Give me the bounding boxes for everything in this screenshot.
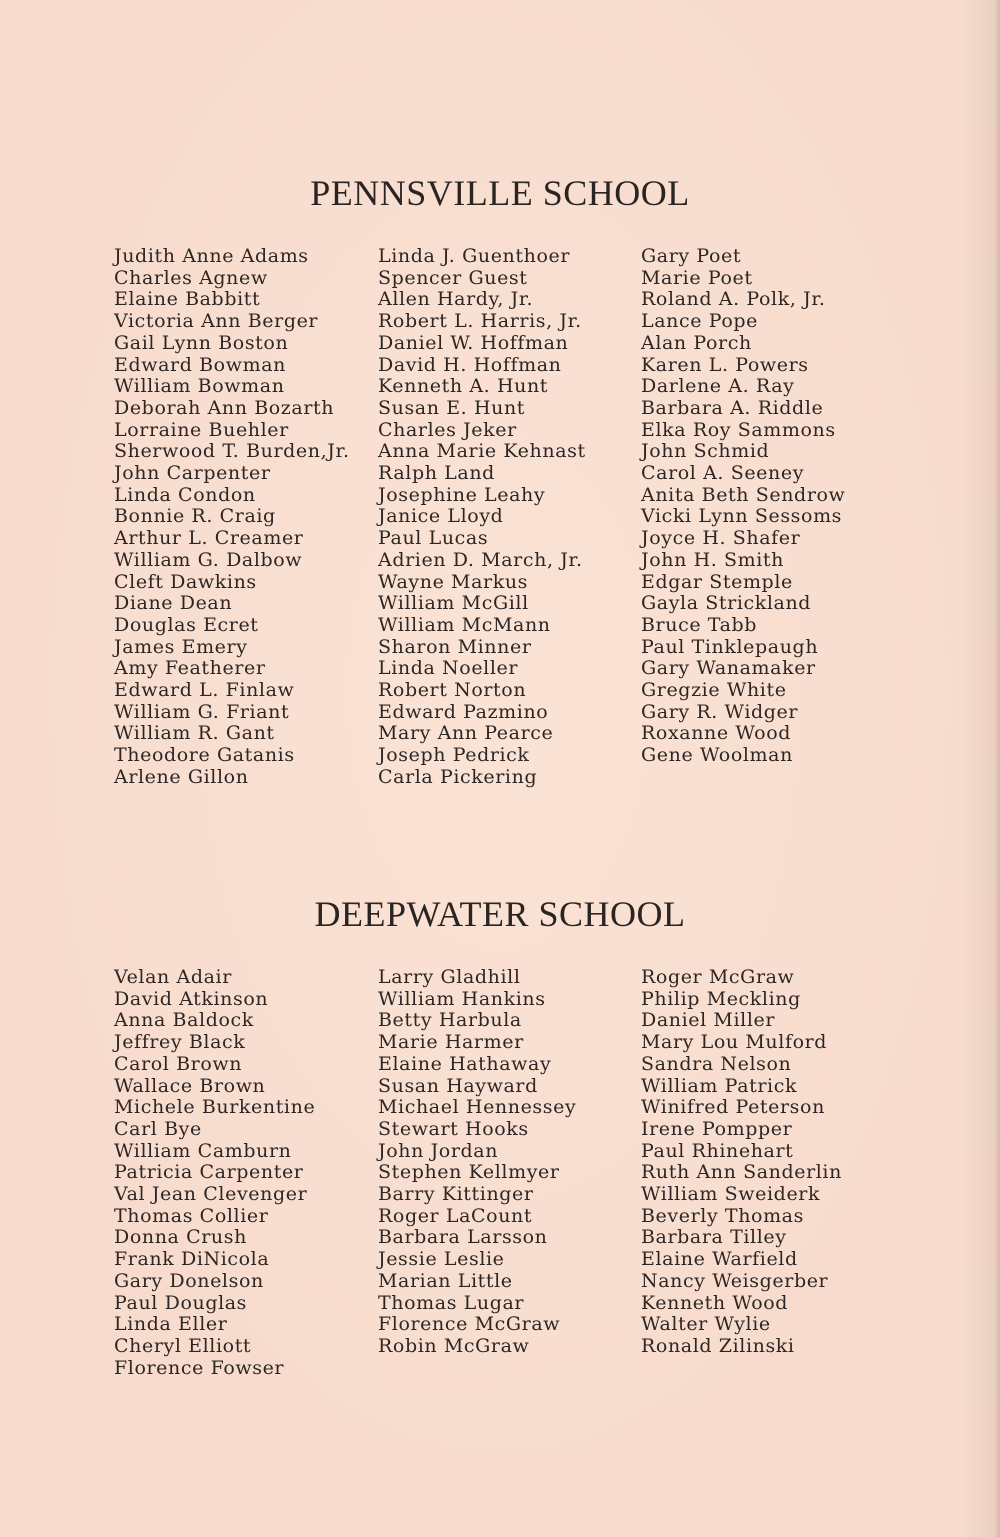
pennsville-school-heading: PENNSVILLE SCHOOL bbox=[310, 173, 690, 213]
student-name: Florence McGraw bbox=[378, 1313, 561, 1336]
student-name: William Sweiderk bbox=[641, 1183, 821, 1206]
student-name: Diane Dean bbox=[114, 592, 233, 615]
student-name: Irene Pompper bbox=[641, 1117, 793, 1140]
student-name: Marie Harmer bbox=[378, 1031, 524, 1054]
student-name: Betty Harbula bbox=[378, 1009, 522, 1032]
student-name: Gary Wanamaker bbox=[641, 657, 816, 680]
student-name: Michael Hennessey bbox=[378, 1096, 577, 1119]
student-name: Roger LaCount bbox=[378, 1204, 533, 1227]
student-name: Deborah Ann Bozarth bbox=[114, 396, 335, 419]
pennsville-names-column-1 bbox=[114, 246, 350, 789]
student-name: Gary R. Widger bbox=[641, 700, 799, 723]
student-name: Alan Porch bbox=[641, 331, 752, 354]
student-name: Linda J. Guenthoer bbox=[378, 245, 571, 267]
student-name: Sandra Nelson bbox=[641, 1052, 792, 1075]
student-name: Ruth Ann Sanderlin bbox=[641, 1161, 842, 1184]
student-name: Larry Gladhill bbox=[378, 966, 521, 988]
student-name: John Jordan bbox=[378, 1139, 499, 1162]
student-name: Jeffrey Black bbox=[114, 1031, 246, 1054]
student-name: Linda Noeller bbox=[378, 657, 519, 680]
student-name: Elaine Warfield bbox=[641, 1248, 798, 1271]
student-name: Mary Ann Pearce bbox=[378, 722, 554, 745]
student-name: William Bowman bbox=[114, 375, 285, 398]
student-name: Barbara A. Riddle bbox=[641, 396, 824, 419]
student-name: Gary Poet bbox=[641, 245, 742, 267]
student-name: Edward Pazmino bbox=[378, 700, 549, 723]
student-name: Roxanne Wood bbox=[641, 722, 792, 745]
student-name: Judith Anne Adams bbox=[114, 245, 309, 267]
student-name: Allen Hardy, Jr. bbox=[378, 288, 534, 311]
student-name: William McGill bbox=[378, 592, 529, 615]
student-name: Gary Donelson bbox=[114, 1269, 264, 1292]
student-name: Ralph Land bbox=[378, 462, 495, 485]
student-name: John H. Smith bbox=[641, 548, 784, 571]
student-name: Velan Adair bbox=[114, 966, 232, 988]
student-name: Patricia Carpenter bbox=[114, 1161, 304, 1184]
student-name: Edward Bowman bbox=[114, 353, 286, 376]
student-name: Michele Burkentine bbox=[114, 1096, 316, 1119]
student-name: William G. Friant bbox=[114, 700, 290, 723]
student-name: Charles Agnew bbox=[114, 266, 268, 289]
student-name: Victoria Ann Berger bbox=[114, 310, 319, 333]
student-name: Gail Lynn Boston bbox=[114, 331, 289, 354]
student-name: Thomas Lugar bbox=[378, 1291, 525, 1314]
student-name: Frank DiNicola bbox=[114, 1248, 270, 1271]
student-name: William Patrick bbox=[641, 1074, 798, 1097]
student-name: Bonnie R. Craig bbox=[114, 505, 276, 528]
student-name: Gregzie White bbox=[641, 679, 787, 702]
student-name: Beverly Thomas bbox=[641, 1204, 804, 1227]
student-name: Florence Fowser bbox=[114, 1356, 285, 1379]
student-name: David Atkinson bbox=[114, 987, 269, 1010]
student-name: Wallace Brown bbox=[114, 1074, 266, 1097]
student-name: Linda Eller bbox=[114, 1313, 228, 1336]
student-name: Stewart Hooks bbox=[378, 1117, 529, 1140]
student-name: Nancy Weisgerber bbox=[641, 1269, 829, 1292]
student-name: William Camburn bbox=[114, 1139, 292, 1162]
student-name: Winifred Peterson bbox=[641, 1096, 825, 1119]
student-name: Kenneth A. Hunt bbox=[378, 375, 549, 398]
student-name: Josephine Leahy bbox=[378, 483, 546, 506]
deepwater-school-heading: DEEPWATER SCHOOL bbox=[314, 894, 686, 934]
student-name: Robert L. Harris, Jr. bbox=[378, 310, 582, 333]
student-name: Paul Rhinehart bbox=[641, 1139, 794, 1162]
student-name: Douglas Ecret bbox=[114, 613, 259, 636]
student-name: Ronald Zilinski bbox=[641, 1334, 795, 1357]
student-name: Paul Lucas bbox=[378, 527, 489, 550]
student-name: Donna Crush bbox=[114, 1226, 247, 1249]
student-name: Paul Tinklepaugh bbox=[641, 635, 819, 658]
pennsville-names-column-2 bbox=[378, 246, 586, 789]
student-name: Walter Wylie bbox=[641, 1313, 771, 1336]
student-name: Amy Featherer bbox=[114, 657, 266, 680]
student-name: Wayne Markus bbox=[378, 570, 529, 593]
student-name: Arthur L. Creamer bbox=[114, 527, 304, 550]
student-name: Anita Beth Sendrow bbox=[641, 483, 846, 506]
student-name: Val Jean Clevenger bbox=[114, 1183, 308, 1206]
student-name: Lorraine Buehler bbox=[114, 418, 289, 441]
student-name: Cheryl Elliott bbox=[114, 1334, 252, 1357]
student-name: Barbara Larsson bbox=[378, 1226, 548, 1249]
student-name: Karen L. Powers bbox=[641, 353, 809, 376]
student-name: Kenneth Wood bbox=[641, 1291, 789, 1314]
student-name: Arlene Gillon bbox=[114, 765, 249, 788]
student-name: Susan E. Hunt bbox=[378, 396, 526, 419]
student-name: Mary Lou Mulford bbox=[641, 1031, 828, 1054]
student-name: Stephen Kellmyer bbox=[378, 1161, 560, 1184]
student-name: Edward L. Finlaw bbox=[114, 679, 295, 702]
student-name: Elaine Hathaway bbox=[378, 1052, 552, 1075]
student-name: Daniel Miller bbox=[641, 1009, 776, 1032]
student-name: William G. Dalbow bbox=[114, 548, 303, 571]
student-name: David H. Hoffman bbox=[378, 353, 562, 376]
student-name: William Hankins bbox=[378, 987, 546, 1010]
student-name: Spencer Guest bbox=[378, 266, 528, 289]
deepwater-names-column-2 bbox=[378, 967, 576, 1358]
page-edge-shadow bbox=[994, 0, 1000, 1537]
student-name: Robert Norton bbox=[378, 679, 527, 702]
student-name: Carol A. Seeney bbox=[641, 462, 805, 485]
student-name: Janice Lloyd bbox=[378, 505, 504, 528]
student-name: Philip Meckling bbox=[641, 987, 801, 1010]
student-name: Sherwood T. Burden,Jr. bbox=[114, 440, 350, 463]
pennsville-names-column-3 bbox=[641, 246, 845, 767]
student-name: Robin McGraw bbox=[378, 1334, 530, 1357]
student-name: Paul Douglas bbox=[114, 1291, 248, 1314]
student-name: Daniel W. Hoffman bbox=[378, 331, 569, 354]
student-name: Theodore Gatanis bbox=[114, 744, 295, 767]
student-name: Lance Pope bbox=[641, 310, 758, 333]
student-name: Joseph Pedrick bbox=[378, 744, 530, 767]
student-name: Thomas Collier bbox=[114, 1204, 269, 1227]
student-name: Roger McGraw bbox=[641, 966, 795, 988]
student-name: Barry Kittinger bbox=[378, 1183, 534, 1206]
student-name: Charles Jeker bbox=[378, 418, 517, 441]
student-name: Joyce H. Shafer bbox=[641, 527, 801, 550]
student-name: Linda Condon bbox=[114, 483, 256, 506]
student-name: Elaine Babbitt bbox=[114, 288, 261, 311]
student-name: Jessie Leslie bbox=[378, 1248, 505, 1271]
student-name: Marie Poet bbox=[641, 266, 753, 289]
student-name: James Emery bbox=[114, 635, 248, 658]
student-name: Roland A. Polk, Jr. bbox=[641, 288, 826, 311]
student-name: Barbara Tilley bbox=[641, 1226, 787, 1249]
student-name: Edgar Stemple bbox=[641, 570, 793, 593]
student-name: Marian Little bbox=[378, 1269, 513, 1292]
student-name: John Schmid bbox=[641, 440, 770, 463]
student-name: Sharon Minner bbox=[378, 635, 532, 658]
student-name: Anna Baldock bbox=[114, 1009, 254, 1032]
student-name: Cleft Dawkins bbox=[114, 570, 257, 593]
student-name: Adrien D. March, Jr. bbox=[378, 548, 583, 571]
student-name: Susan Hayward bbox=[378, 1074, 538, 1097]
student-name: Vicki Lynn Sessoms bbox=[641, 505, 843, 528]
deepwater-names-column-1 bbox=[114, 967, 315, 1379]
student-name: Darlene A. Ray bbox=[641, 375, 795, 398]
student-name: Carol Brown bbox=[114, 1052, 243, 1075]
student-name: John Carpenter bbox=[114, 462, 271, 485]
deepwater-names-column-3 bbox=[641, 967, 842, 1358]
student-name: Anna Marie Kehnast bbox=[378, 440, 586, 463]
student-name: Gene Woolman bbox=[641, 744, 793, 767]
student-name: Bruce Tabb bbox=[641, 613, 758, 636]
student-name: Elka Roy Sammons bbox=[641, 418, 836, 441]
student-name: Carla Pickering bbox=[378, 765, 538, 788]
student-name: Carl Bye bbox=[114, 1117, 202, 1140]
student-name: Gayla Strickland bbox=[641, 592, 812, 615]
student-name: William McMann bbox=[378, 613, 551, 636]
student-name: William R. Gant bbox=[114, 722, 275, 745]
